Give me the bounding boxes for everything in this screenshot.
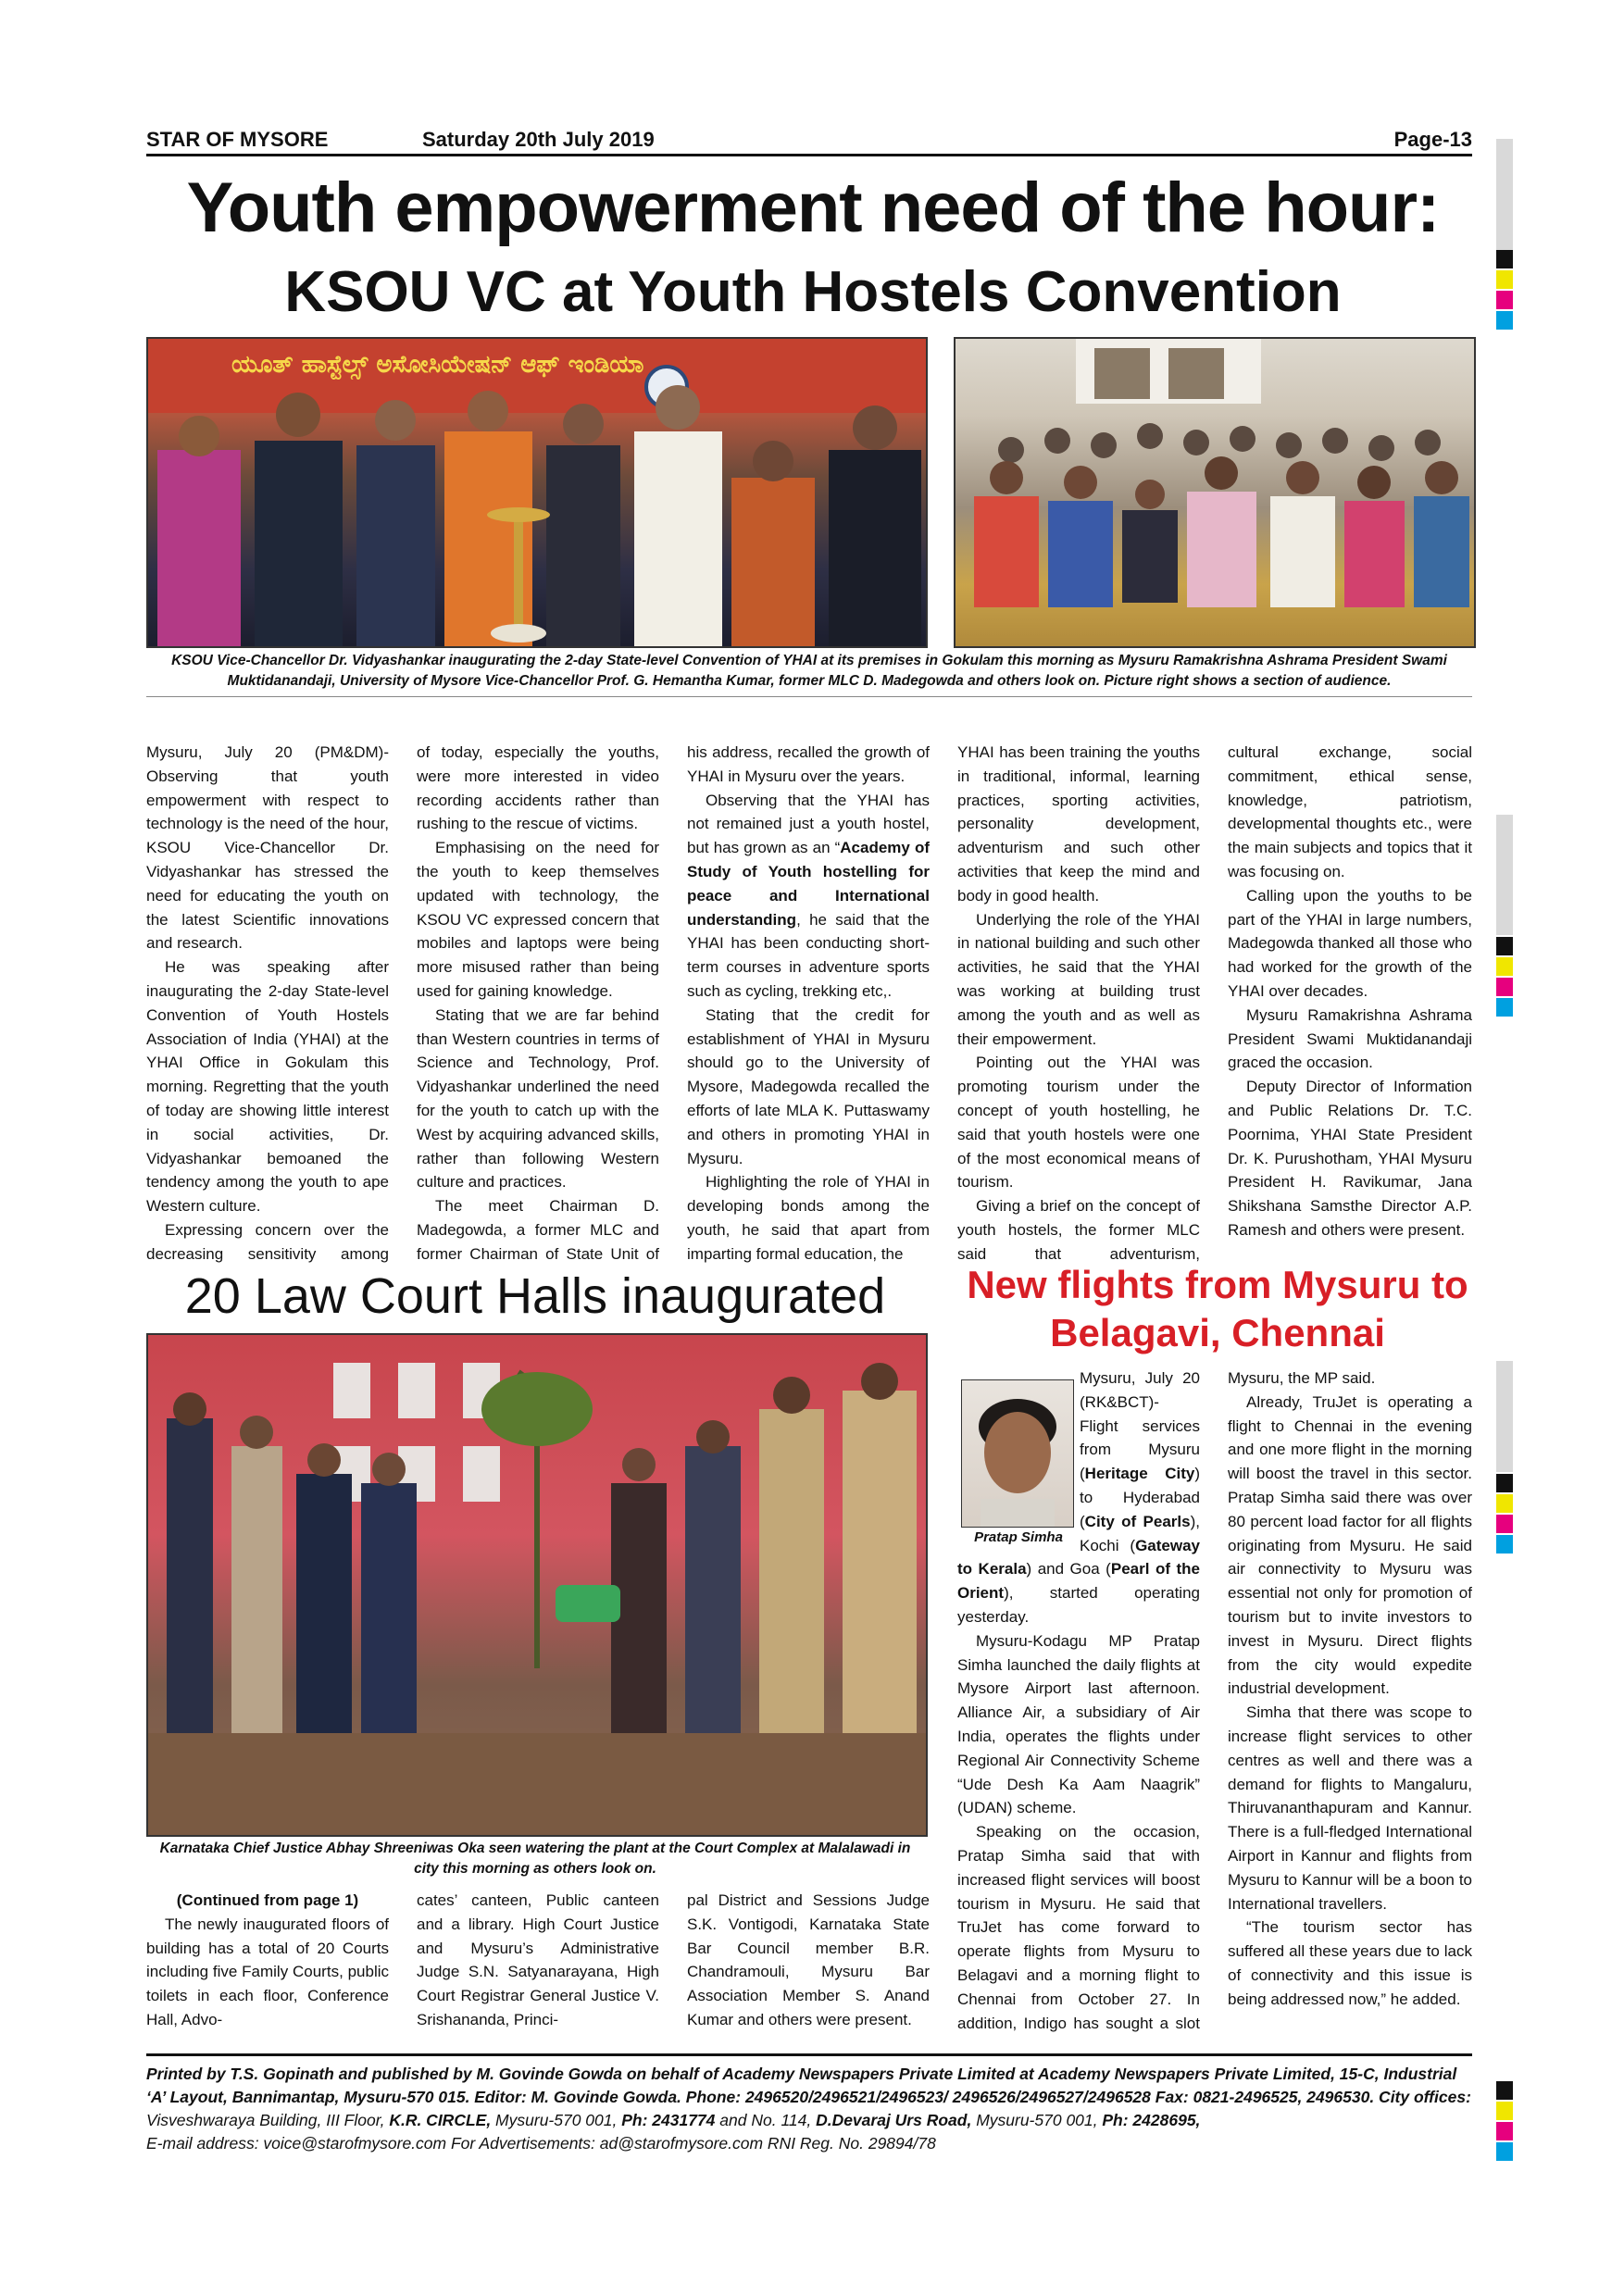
imprint-text: K.R. CIRCLE,: [389, 2111, 492, 2129]
story1-column-1: [146, 741, 389, 1263]
text-run: Observing that the YHAI has not remained just a youth hostel, but has grown as an “: [687, 791, 930, 857]
story1-paragraph: Calling upon the youths to be part of the YHAI in large numbers, Madegowda thanked all those who had worked for the growth of the YHAI over decades.: [1228, 886, 1472, 1000]
registration-black: [1496, 250, 1513, 268]
registration-cyan: [1496, 311, 1513, 330]
story1-paragraph: Highlighting the role of YHAI in developing bonds among the youth, he said that apart from imparting formal education, the: [687, 1173, 930, 1263]
story1-caption: KSOU Vice-Chancellor Dr. Vidyashankar inaugurating the 2-day State-level Convention of YHAI at its premises in Gokulam this morning as Mysuru Ramakrishna Ashrama President Swami Muktidanandaji, University of Mysore Vice-Chancellor Prof. G. Hemantha Kumar, former MLC D. Madegowda and others look on. Picture right shows a section of audience.: [171, 653, 1447, 689]
story1-paragraph: of today, especially the youths, were more interested in video recording accidents rather than rushing to the rescue of victims.: [417, 743, 659, 833]
registration-yellow: [1496, 2102, 1513, 2120]
story1-paragraph: Giving a brief on the concept of youth hostels, the former MLC said that adventurism,: [957, 1197, 1200, 1263]
story2-headline: 20 Law Court Halls inaugurated: [184, 1268, 886, 1324]
story1-column-5: [1228, 741, 1472, 1263]
story2-column-2: [417, 1889, 659, 2037]
story3-paragraph: “The tourism sector has suffered all these years due to lack of connectivity and this issue is being addressed now,” he added.: [1228, 1918, 1472, 2008]
registration-magenta: [1496, 291, 1513, 309]
story1-paragraph: Mysuru Ramakrishna Ashrama President Swami Muktidanandaji graced the occasion.: [1228, 1005, 1472, 1072]
imprint-text: Mysuru-570 001,: [491, 2111, 622, 2129]
inauguration-photo-art: [148, 339, 926, 646]
bold-run: Academy of Study of Youth hostelling for peace and International understanding: [687, 839, 930, 929]
story3-paragraph: [957, 1366, 1200, 1629]
story3-paragraph: Already, TruJet is operating a flight to Chennai in the evening and one more flight in the morning will boost the travel in this sector. Pratap Simha said there was over 80 percent load factor for all flights originating from Mysuru. He said air connectivity to Mysuru was essential not only for promotion of tourism but to invite investors to invest in Mysuru. Direct flights from the city would expedite industrial development.: [1228, 1392, 1472, 1698]
audience-photo: [954, 337, 1476, 648]
imprint-text: Ph: 2428695,: [1102, 2111, 1201, 2129]
text-run: ) to Hyderabad (: [1080, 1465, 1200, 1530]
story1-column-2: [417, 741, 659, 1263]
inauguration-photo: [146, 337, 928, 648]
court-photo: [146, 1333, 928, 1837]
story3-paragraph: Mysuru-Kodagu MP Pratap Simha launched the daily flights at Mysore Airport last afternoon. Alliance Air, a subsidiary of Air India, operates the flights under Regional Air Connectivity Scheme “Ude Desh Ka Aam Naagrik” (UDAN) scheme.: [957, 1631, 1200, 1817]
story3-column-2: [1228, 1366, 1472, 2037]
story1-headline: Youth empowerment need of the hour:: [186, 168, 1440, 247]
registration-magenta: [1496, 978, 1513, 996]
imprint-text: Printed by T.S. Gopinath and published by M. Govinde Gowda on behalf of Academy Newspapers Private Limited at Academy Newspapers Private Limited, 15-C, Industrial ‘A’ Layout, Bannimantap, Mysuru-570 015. Editor: M. Govinde Gowda. Phone: 2496520/2496521/2496523/ 2496526/2496527/2496528 Fax: 0821-2496525, 2496530. City offices:: [146, 2065, 1471, 2106]
portrait-spacer: [957, 1366, 1080, 1554]
page-number: Page-13: [1393, 128, 1472, 151]
story2-paragraph: pal District and Sessions Judge S.K. Vontigodi, Karnataka State Bar Council member B.R. Chandramouli, Mysuru Bar Association Member S. Anand Kumar and others were present.: [687, 1891, 930, 2028]
registration-cyan: [1496, 998, 1513, 1017]
text-run: ), started operating yesterday.: [957, 1584, 1200, 1626]
registration-bar: [1496, 1361, 1513, 1472]
registration-black: [1496, 1474, 1513, 1492]
photo-banner-text: ಯೂತ್ ಹಾಸ್ಟೆಲ್ಸ್ ಅಸೋಸಿಯೇಷನ್ ಆಫ್ ಇಂಡಿಯಾ: [231, 351, 644, 379]
registration-bar: [1496, 139, 1513, 250]
story3-column-1: [957, 1366, 1200, 2037]
story1-paragraph: [687, 789, 930, 1004]
registration-cyan: [1496, 2142, 1513, 2161]
footer-rule: [146, 2053, 1472, 2056]
story1-paragraph: his address, recalled the growth of YHAI in Mysuru over the years.: [687, 743, 930, 785]
bold-run: Heritage City: [1084, 1465, 1195, 1483]
story1-paragraph: The meet Chairman D. Madegowda, a former MLC and former Chairman of State Unit of: [417, 1197, 659, 1263]
story2-paragraph: The newly inaugurated floors of building has a total of 20 Courts including five Family Courts, public toilets in each floor, Conference Hall, Advo-: [146, 1915, 389, 2028]
paper-name: STAR OF MYSORE: [146, 128, 329, 151]
story2-column-1: [146, 1889, 389, 2037]
text-run: Mysuru, July 20 (RK&BCT)- Flight services from Mysuru (: [1080, 1369, 1200, 1483]
story2-paragraph: cates’ canteen, Public canteen and a library. High Court Justice and Mysuru’s Administrative Judge S.N. Satyanarayana, High Court Registrar General Justice V. Srishananda, Princi-: [417, 1891, 659, 2028]
story3-headline: New flights from Mysuru to Belagavi, Chennai: [967, 1263, 1468, 1354]
issue-date: Saturday 20th July 2019: [422, 128, 655, 151]
story1-subheadline: KSOU VC at Youth Hostels Convention: [284, 260, 1342, 324]
text-run: , he said that the YHAI has been conducting short-term courses in adventure sports such as cycling, trekking etc,.: [687, 910, 930, 1000]
text-run: ), Kochi (: [1080, 1512, 1200, 1554]
story2-caption: Karnataka Chief Justice Abhay Shreeniwas Oka seen watering the plant at the Court Complex at Malalawadi in city this morning as others look on.: [159, 1841, 911, 1877]
imprint-text: Visveshwaraya Building, III Floor,: [146, 2111, 390, 2129]
imprint-text: D.Devaraj Urs Road,: [816, 2111, 972, 2129]
registration-yellow: [1496, 957, 1513, 976]
story1-paragraph: Underlying the role of the YHAI in national building and such other activities, he said that the YHAI was working at building trust among the youth and as well as their empowerment.: [957, 910, 1200, 1048]
story1-paragraph: Emphasising on the need for the youth to keep themselves updated with technology, the KSOU VC expressed concern that mobiles and laptops were being more misused rather than being used for gaining knowledge.: [417, 839, 659, 1000]
story1-paragraph: Pointing out the YHAI was promoting tourism under the concept of youth hostelling, he said that youth hostels were one of the most economical means of tourism.: [957, 1054, 1200, 1192]
story1-paragraph: Mysuru, July 20 (PM&DM)- Observing that youth empowerment with respect to technology is the need of the hour, KSOU Vice-Chancellor Dr. Vidyashankar has stressed the need for educating the youth on the latest Scientific innovations and research.: [146, 743, 389, 953]
imprint-text: Ph: 2431774: [621, 2111, 716, 2129]
court-photo-art: [148, 1335, 926, 1835]
story1-column-3: [687, 741, 930, 1263]
imprint-contact: E-mail address: voice@starofmysore.com For Advertisements: ad@starofmysore.com RNI Reg. No. 29894/78: [146, 2134, 936, 2152]
story1-paragraph: Stating that the credit for establishment of YHAI in Mysuru should go to the University of Mysore, Madegowda recalled the efforts of late MLA K. Puttaswamy and others in promoting YHAI in Mysuru.: [687, 1005, 930, 1167]
story3-paragraph: Speaking on the occasion, Pratap Simha said that with increased flight services will boost tourism in Mysuru. He said that TruJet has come forward to operate flights from Mysuru to Belagavi and a morning flight to Chennai from October 27. In addition, Indigo has sought a slot: [957, 1823, 1200, 2032]
story1-paragraph: YHAI has been training the youths in traditional, informal, learning practices, sporting activities, personality development, adventurism and such other activities that keep the mind and body in good health.: [957, 743, 1200, 905]
caption-rule: [146, 696, 1472, 697]
registration-yellow: [1496, 1494, 1513, 1513]
registration-black: [1496, 2081, 1513, 2100]
registration-bar: [1496, 815, 1513, 935]
masthead-rule: [146, 154, 1472, 156]
masthead: [146, 128, 1472, 156]
registration-magenta: [1496, 1515, 1513, 1533]
registration-magenta: [1496, 2122, 1513, 2140]
bold-run: Gateway to Kerala: [957, 1536, 1200, 1578]
imprint-text: and No. 114,: [715, 2111, 817, 2129]
story1-paragraph: Stating that we are far behind than Western countries in terms of Science and Technology, Prof. Vidyashankar underlined the need for the youth to catch up with the West by acquiring advanced skills, rather than following Western culture and practices.: [417, 1005, 659, 1192]
story1-column-4: [957, 741, 1200, 1263]
registration-yellow: [1496, 270, 1513, 289]
story1-paragraph: Deputy Director of Information and Public Relations Dr. T.C. Poornima, YHAI State President Dr. K. Purushotham, YHAI Mysuru President H. Ravikumar, Jana Shikshana Samsthe Director A.P. Ramesh and others were present.: [1228, 1078, 1472, 1239]
audience-photo-art: [956, 339, 1474, 646]
story1-paragraph: cultural exchange, social commitment, ethical sense, knowledge, patriotism, developmental thoughts etc., were the main subjects and topics that it was focusing on.: [1228, 743, 1472, 880]
portrait-caption: Pratap Simha: [974, 1529, 1063, 1545]
bold-run: Pearl of the Orient: [957, 1560, 1200, 1603]
imprint-text: Mysuru-570 001,: [971, 2111, 1103, 2129]
story1-paragraph: He was speaking after inaugurating the 2-day State-level Convention of Youth Hostels Association of India (YHAI) at the YHAI Office in Gokulam this morning. Regretting that the youth of today are showing little interest in social activities, Dr. Vidyashankar bemoaned the tendency among the youth to ape Western culture.: [146, 958, 389, 1216]
continued-note: (Continued from page 1): [176, 1891, 359, 1909]
bold-run: City of Pearls: [1084, 1512, 1191, 1530]
text-run: ) and Goa (: [1026, 1560, 1111, 1578]
registration-cyan: [1496, 1535, 1513, 1554]
story2-column-3: [687, 1889, 930, 2037]
story3-paragraph: Mysuru, the MP said.: [1228, 1369, 1376, 1387]
registration-black: [1496, 937, 1513, 955]
story1-paragraph: Expressing concern over the decreasing sensitivity among: [146, 1220, 389, 1263]
story3-paragraph: Simha that there was scope to increase flight services to other centres as well and there was a demand for flights to Mangaluru, Thiruvananthapuram and Kannur. There is a full-fledged International Airport in Kannur and flights from Mysuru to Kannur will be a boon to International travellers.: [1228, 1703, 1472, 1913]
imprint: [146, 2063, 1472, 2155]
